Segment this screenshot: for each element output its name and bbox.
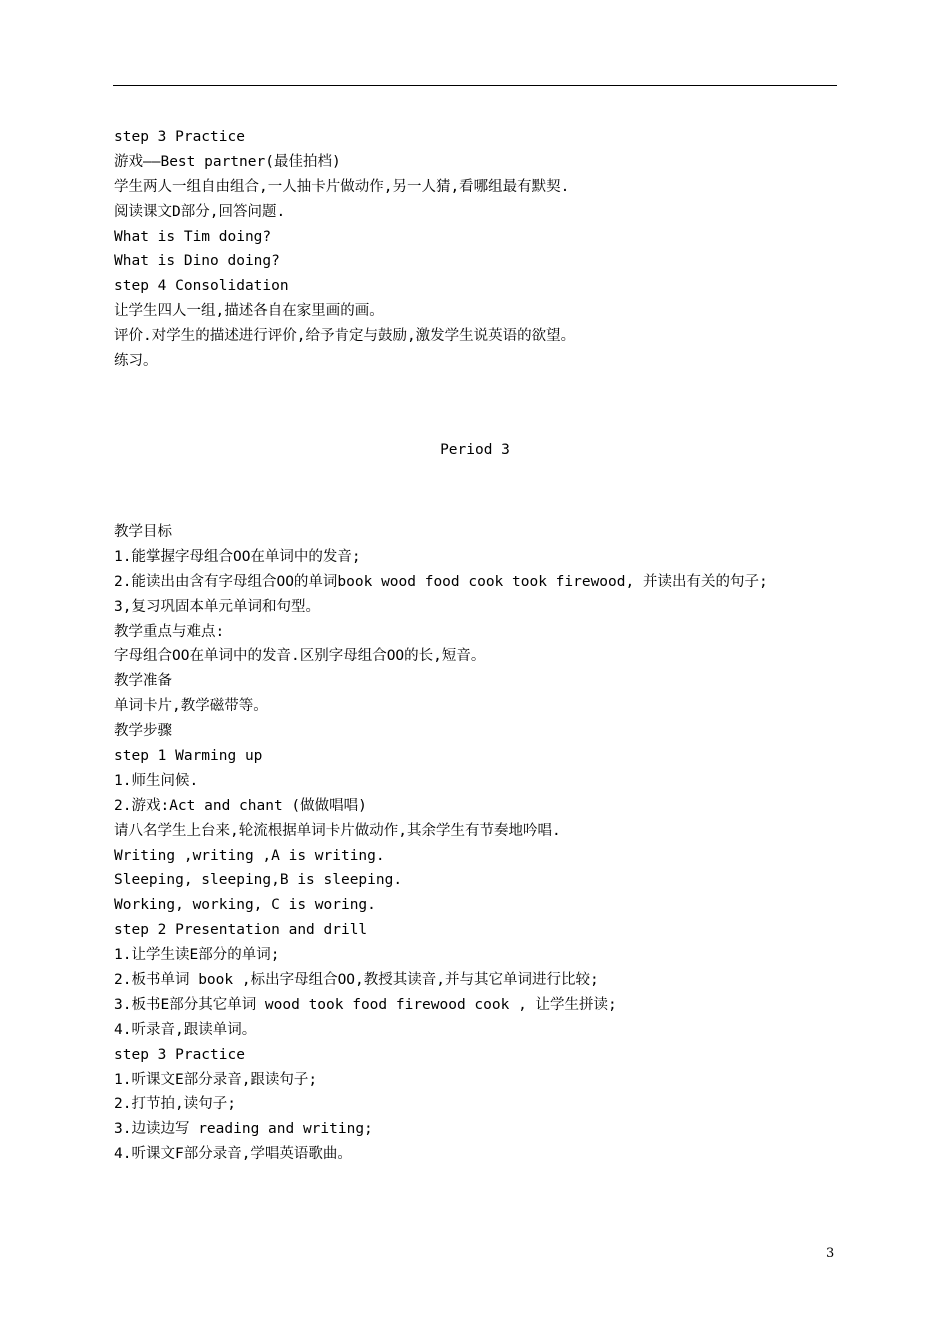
- text-line: 1.让学生读E部分的单词;: [114, 947, 280, 964]
- text-line: What is Tim doing?: [114, 228, 272, 245]
- text-line: 4.听课文F部分录音,学唱英语歌曲。: [114, 1146, 352, 1163]
- text-line: 单词卡片,教学磁带等。: [114, 698, 268, 715]
- text-line: 2.游戏:Act and chant (做做唱唱): [114, 797, 367, 814]
- text-line: What is Dino doing?: [114, 253, 280, 270]
- text-line: 游戏——Best partner(最佳拍档): [114, 153, 341, 170]
- header-rule: [113, 85, 837, 86]
- period-title: Period 3: [440, 442, 510, 458]
- section-period3: [114, 520, 834, 1167]
- text-line: step 2 Presentation and drill: [114, 922, 368, 939]
- text-line: 2.能读出由含有字母组合OO的单词book wood food cook took firewood, 并读出有关的句子;: [114, 573, 768, 590]
- text-line: step 3 Practice: [114, 129, 245, 145]
- text-line: 1.听课文E部分录音,跟读句子;: [114, 1071, 318, 1088]
- text-line: Writing ,writing ,A is writing.: [114, 847, 385, 864]
- text-line: 2.打节拍,读句子;: [114, 1096, 236, 1113]
- text-line: 请八名学生上台来,轮流根据单词卡片做动作,其余学生有节奏地吟唱.: [114, 822, 561, 839]
- text-line: 教学重点与难点:: [114, 623, 225, 640]
- text-line: 评价.对学生的描述进行评价,给予肯定与鼓励,激发学生说英语的欲望。: [114, 328, 576, 345]
- text-line: 3.边读边写 reading and writing;: [114, 1121, 373, 1138]
- text-line: 学生两人一组自由组合,一人抽卡片做动作,另一人猜,看哪组最有默契.: [114, 178, 570, 195]
- text-line: 3,复习巩固本单元单词和句型。: [114, 598, 320, 615]
- text-line: 让学生四人一组,描述各自在家里画的画。: [114, 303, 384, 320]
- text-line: 3.板书E部分其它单词 wood took food firewood cook , 让学生拼读;: [114, 996, 617, 1013]
- text-line: 阅读课文D部分,回答问题.: [114, 203, 286, 220]
- text-line: step 1 Warming up: [114, 748, 263, 765]
- text-line: 1.能掌握字母组合OO在单词中的发音;: [114, 548, 361, 565]
- text-line: Sleeping, sleeping,B is sleeping.: [114, 872, 403, 889]
- text-line: 2.板书单词 book ,标出字母组合OO,教授其读音,并与其它单词进行比较;: [114, 972, 599, 989]
- section-step3-step4: [114, 125, 834, 374]
- text-line: 教学准备: [114, 673, 172, 690]
- text-line: 教学目标: [114, 524, 172, 540]
- text-line: 字母组合OO在单词中的发音.区别字母组合OO的长,短音。: [114, 648, 486, 665]
- text-line: step 3 Practice: [114, 1046, 245, 1063]
- text-line: step 4 Consolidation: [114, 278, 289, 295]
- text-line: 教学步骤: [114, 723, 172, 740]
- page-number: 3: [826, 1246, 835, 1261]
- text-line: 4.听录音,跟读单词。: [114, 1021, 257, 1038]
- text-line: 1.师生问候.: [114, 772, 199, 789]
- text-line: Working, working, C is woring.: [114, 897, 376, 914]
- text-line: 练习。: [114, 353, 158, 370]
